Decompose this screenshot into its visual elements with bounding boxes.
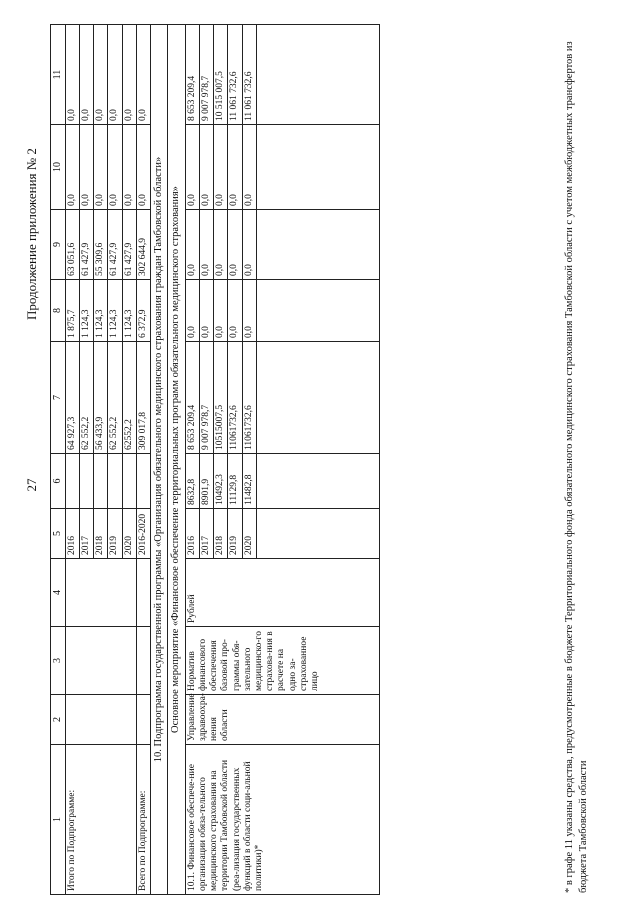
empty-cell	[256, 342, 379, 454]
table-cell: 10492,3	[214, 454, 228, 509]
col-number: 11	[51, 25, 66, 125]
table-cell: 55 309,6	[94, 210, 108, 280]
table-cell: 0,0	[122, 125, 136, 210]
footnote: * в графе 11 указаны средства, предусмотренные в бюджете Территориального фонда обязательного медицинского страхования Тамбовской области с учетом межбюджетных трансфертов из бюджета Тамбовской области	[564, 41, 589, 893]
table-cell: 0,0	[199, 125, 213, 210]
table-cell: 61 427,9	[122, 210, 136, 280]
table-cell: 8632,8	[185, 454, 199, 509]
table-cell	[136, 454, 150, 509]
table-cell: 11061732,6	[228, 342, 242, 454]
table-cell: 0,0	[242, 125, 256, 210]
table-cell: 0,0	[185, 210, 199, 280]
table-cell: 2016	[65, 509, 79, 559]
table-row	[185, 25, 199, 895]
col-number: 1	[51, 745, 66, 895]
table-cell: 64 927,3	[65, 342, 79, 454]
table-cell: 0,0	[108, 25, 122, 125]
measure-title: Основное мероприятие «Финансовое обеспечение территориальных программ обязательного медицинского страхования»	[168, 25, 185, 895]
table-cell: 0,0	[65, 25, 79, 125]
table-cell	[108, 454, 122, 509]
table-cell: 11482,8	[242, 454, 256, 509]
table-cell: 0,0	[80, 25, 94, 125]
table-cell: 0,0	[185, 125, 199, 210]
table-cell: 0,0	[185, 280, 199, 342]
col-number: 5	[51, 509, 66, 559]
table-row	[65, 25, 79, 895]
table-cell: 8 653 209,4	[185, 342, 199, 454]
col-number: 2	[51, 695, 66, 745]
table-row	[136, 25, 150, 895]
table-cell: 0,0	[242, 280, 256, 342]
table-cell: 2019	[108, 509, 122, 559]
table-cell: 10 515 007,5	[214, 25, 228, 125]
col-number: 4	[51, 559, 66, 627]
grand-total-label: Всего по Подпрограмме:	[136, 745, 150, 895]
empty-cell	[136, 627, 150, 695]
table-cell: 0,0	[136, 125, 150, 210]
col-number: 8	[51, 280, 66, 342]
table-cell: 0,0	[228, 280, 242, 342]
table-cell: 0,0	[228, 210, 242, 280]
table-cell: 0,0	[80, 125, 94, 210]
table-cell: 2017	[80, 509, 94, 559]
table-cell: 10515007,5	[214, 342, 228, 454]
table-cell: 2020	[242, 509, 256, 559]
table-cell: 2017	[199, 509, 213, 559]
table-cell: 11129,8	[228, 454, 242, 509]
table-cell: 11 061 732,6	[242, 25, 256, 125]
table-cell: 0,0	[94, 25, 108, 125]
table-cell: 9 007 978,7	[199, 25, 213, 125]
budget-table	[50, 24, 380, 895]
table-cell: 0,0	[242, 210, 256, 280]
table-cell: 0,0	[199, 210, 213, 280]
col-number: 6	[51, 454, 66, 509]
table-row	[168, 25, 185, 895]
table-cell	[65, 454, 79, 509]
col-number: 9	[51, 210, 66, 280]
measure-unit: Рублей	[185, 559, 379, 627]
empty-cell	[65, 627, 136, 695]
empty-cell	[136, 695, 150, 745]
table-cell	[80, 454, 94, 509]
subprogram-title: 10. Подпрограмма государственной программы «Организация обязательного медицинского страхования граждан Тамбовской области»	[151, 25, 168, 895]
table-cell: 0,0	[199, 280, 213, 342]
table-cell: 61 427,9	[108, 210, 122, 280]
table-cell: 0,0	[122, 25, 136, 125]
empty-cell	[256, 125, 379, 210]
table-cell: 0,0	[108, 125, 122, 210]
table-cell: 8 653 209,4	[185, 25, 199, 125]
measure-indicator: Норматив финансового обеспечения базовой про-граммы обя-зательного медицинско-го страхова-ния в расчете на одно за-страхованное лицо	[185, 627, 379, 695]
empty-cell	[65, 559, 136, 627]
table-cell: 56 433,9	[94, 342, 108, 454]
table-row	[151, 25, 168, 895]
empty-cell	[256, 454, 379, 509]
table-cell: 2016	[185, 509, 199, 559]
table-cell: 61 427,9	[80, 210, 94, 280]
appendix-header: Продолжение приложения № 2	[24, 148, 39, 320]
empty-cell	[136, 559, 150, 627]
table-cell: 0,0	[214, 125, 228, 210]
table-cell: 0,0	[214, 210, 228, 280]
empty-cell	[256, 25, 379, 125]
table-cell: 2019	[228, 509, 242, 559]
table-cell: 0,0	[65, 125, 79, 210]
table-cell: 1 124,3	[108, 280, 122, 342]
col-number: 7	[51, 342, 66, 454]
table-cell: 11 061 732,6	[228, 25, 242, 125]
table-cell	[122, 454, 136, 509]
col-number: 3	[51, 627, 66, 695]
empty-cell	[256, 210, 379, 280]
table-cell: 8901,9	[199, 454, 213, 509]
table-cell: 1 124,3	[122, 280, 136, 342]
measure-name: 10.1. Финансовое обеспече-ние организации обяза-тельного медицинского страхования на территории Тамбовской области (реа-лизация государственных функций в области соци-альной политики)*	[185, 745, 379, 895]
empty-cell	[256, 509, 379, 559]
table-cell: 0,0	[136, 25, 150, 125]
empty-cell	[65, 695, 136, 745]
page-number: 27	[24, 478, 39, 492]
empty-cell	[256, 280, 379, 342]
table-cell: 62 552,2	[108, 342, 122, 454]
table-cell: 1 124,3	[94, 280, 108, 342]
subprogram-total-label: Итого по Подпрограмме:	[65, 745, 136, 895]
table-cell: 6 372,9	[136, 280, 150, 342]
table-cell: 1 875,7	[65, 280, 79, 342]
table-cell: 2018	[214, 509, 228, 559]
column-number-row	[51, 25, 66, 895]
grand-total-year: 2016-2020	[136, 509, 150, 559]
table-cell: 62552,2	[122, 342, 136, 454]
table-cell: 2018	[94, 509, 108, 559]
table-cell: 309 017,8	[136, 342, 150, 454]
table-cell: 9 007 978,7	[199, 342, 213, 454]
measure-executor: Управление здравоохра-нения области	[185, 695, 379, 745]
table-cell: 62 552,2	[80, 342, 94, 454]
table-cell: 0,0	[228, 125, 242, 210]
table-cell: 11061732,6	[242, 342, 256, 454]
table-cell: 1 124,3	[80, 280, 94, 342]
table-cell: 302 644,9	[136, 210, 150, 280]
table-cell	[94, 454, 108, 509]
table-cell: 63 051,6	[65, 210, 79, 280]
col-number: 10	[51, 125, 66, 210]
table-cell: 0,0	[94, 125, 108, 210]
table-cell: 0,0	[214, 280, 228, 342]
table-cell: 2020	[122, 509, 136, 559]
